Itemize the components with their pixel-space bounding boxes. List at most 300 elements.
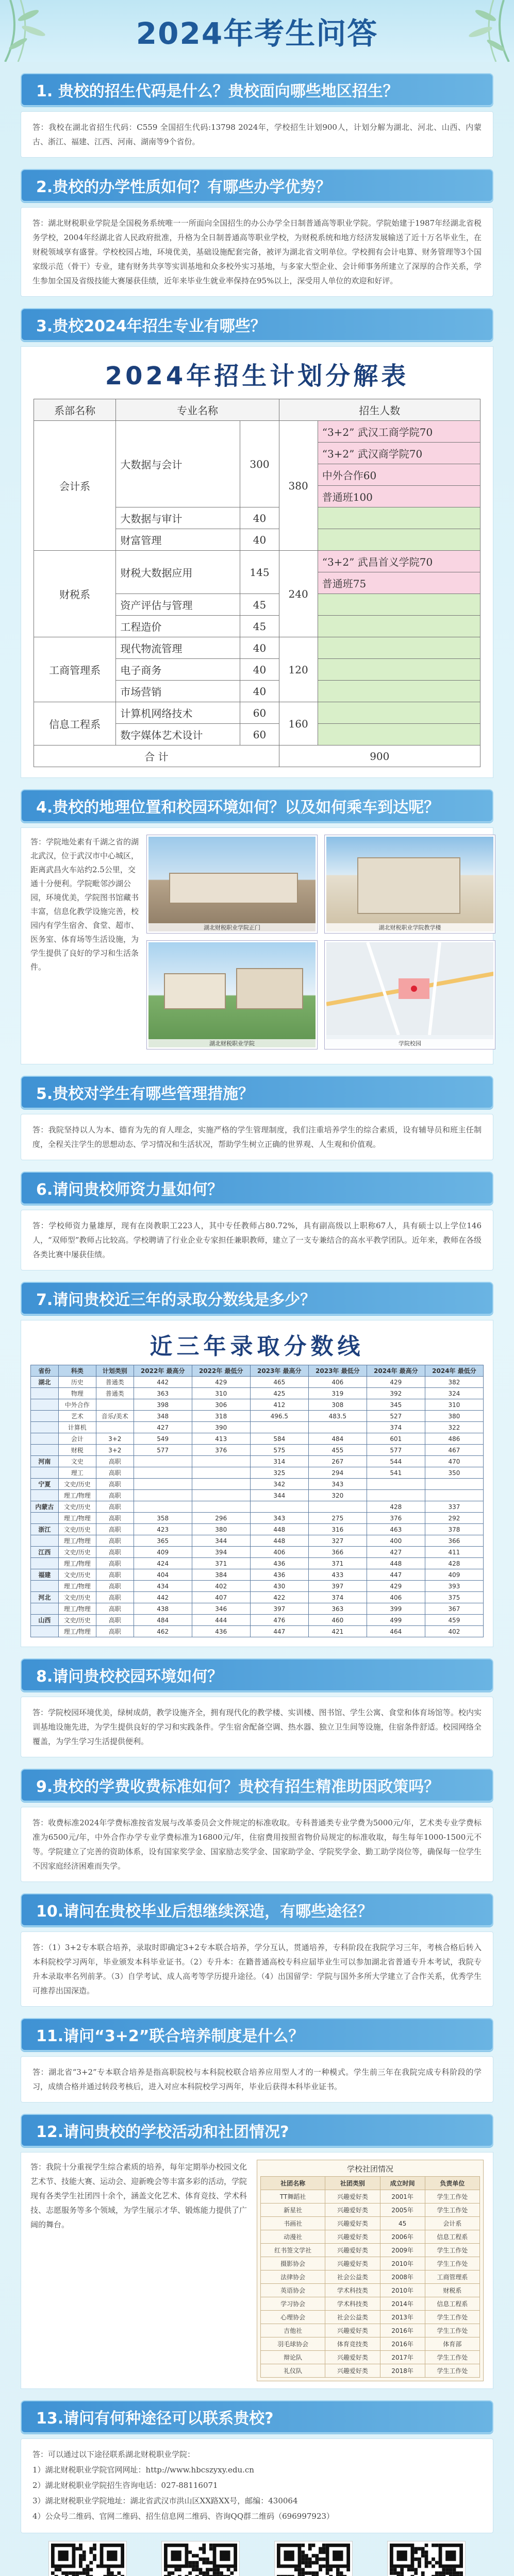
table-cell: 402 [425,1626,483,1637]
table-cell: 普通类 [96,1377,134,1388]
plan-item-cell [318,681,480,702]
table-cell: 366 [425,1535,483,1547]
table-cell: 319 [308,1388,367,1399]
table-cell: 高职 [96,1547,134,1558]
photo-caption: 湖北财税职业学院正门 [148,923,316,931]
major-cell: 现代物流管理 [116,637,240,659]
table-cell: 424 [134,1558,192,1569]
table-cell: 306 [192,1399,250,1411]
table-header-cell: 社团名称 [261,2177,325,2190]
table-row [31,1445,484,1456]
contact-line: 3）湖北财税职业学院地址：湖北省武汉市洪山区XX路XX号，邮编：430064 [32,2496,298,2505]
qq-group-qr-code-icon[interactable] [388,2541,465,2576]
plan-item-cell: “3+2” 武汉商学院70 [318,443,480,464]
plan-item-cell [318,507,480,529]
table-cell [96,1422,134,1433]
table-cell: 礼仪队 [261,2364,325,2378]
table-cell: 2010年 [380,2284,425,2297]
table-cell: 348 [134,1411,192,1422]
table-cell: 429 [192,1377,250,1388]
major-cell: 大数据与审计 [116,507,240,529]
table-cell: 3+2 [96,1445,134,1456]
major-count-cell: 60 [240,702,279,724]
qr-pattern-icon [277,2544,350,2576]
province-cell [31,1388,59,1399]
table-header-row [31,1365,484,1377]
table-cell: 高职 [96,1467,134,1479]
question-1-heading: 1. 贵校的招生代码是什么？贵校面向哪些地区招生？ [21,73,493,106]
enrollment-plan-panel [21,346,493,778]
table-cell: 信息工程系 [425,2297,479,2311]
table-row [31,1603,484,1615]
table-cell: 392 [367,1388,425,1399]
table-cell: 324 [425,1388,483,1399]
table-total-row [34,745,480,767]
plan-item-cell [318,616,480,637]
major-count-cell: 40 [240,529,279,551]
table-cell: 378 [425,1524,483,1535]
table-cell [425,1479,483,1490]
table-cell: 会计 [58,1433,96,1445]
question-1-answer: 答：我校在湖北省招生代码：C559 全国招生代码:13798 2024年，学校招生计划900人，计划分解为湖北、河北、山西、内蒙古、浙江、福建、江西、河南、湖南等9个省份。 [21,111,493,158]
table-cell: 高职 [96,1592,134,1603]
table-cell: 理工/物理 [58,1558,96,1569]
admissions-qr-code-icon[interactable] [275,2541,352,2576]
table-cell: 动漫社 [261,2230,325,2244]
table-cell: 辩论队 [261,2351,325,2364]
table-cell: 438 [134,1603,192,1615]
photo-caption: 学院校园 [326,1039,493,1047]
table-cell: 380 [192,1524,250,1535]
table-row [31,1592,484,1603]
question-5-section [21,1076,493,1160]
table-cell: 学术科技类 [325,2297,380,2311]
table-cell: 428 [425,1558,483,1569]
table-cell: 中外合作 [58,1399,96,1411]
table-cell: 316 [308,1524,367,1535]
qr-pattern-icon [390,2544,463,2576]
table-cell: 羽毛球协会 [261,2337,325,2351]
table-cell [250,1501,308,1513]
contact-line: 1）湖北财税职业学院官网网址：http://www.hbcszyxy.edu.cn [32,2465,254,2475]
table-cell: 2008年 [380,2270,425,2284]
table-cell: 318 [192,1411,250,1422]
table-cell: 2017年 [380,2351,425,2364]
table-cell: 高职 [96,1603,134,1615]
province-cell [31,1445,59,1456]
map-illustration-icon [326,942,495,1035]
table-cell: 兴趣爱好类 [325,2204,380,2217]
table-cell: 高职 [96,1569,134,1581]
table-row [261,2204,480,2217]
province-cell [31,1626,59,1637]
table-cell: 376 [367,1513,425,1524]
qr-item [46,2541,129,2576]
table-cell: 409 [134,1547,192,1558]
question-5-answer: 答：我院坚持以人为本、德育为先的育人理念，实施严格的学生管理制度，我们注重培养学生的综合素质，设有辅导员和班主任制度，全程关注学生的思想动态、学习情况和生活状况，帮助学生树立正确的世界观、人生观和价值观。 [21,1114,493,1160]
table-cell: 体育竞技类 [325,2337,380,2351]
table-row [31,1433,484,1445]
table-cell: 399 [367,1603,425,1615]
table-cell: 434 [134,1581,192,1592]
table-cell: 会计系 [425,2217,479,2230]
question-12-section [21,2114,493,2389]
table-cell: 346 [192,1603,250,1615]
question-9-section [21,1769,493,1882]
table-cell [192,1479,250,1490]
table-cell: 320 [308,1490,367,1501]
total-value-cell: 900 [279,745,480,767]
province-cell: 湖北 [31,1377,59,1388]
table-row [31,1501,484,1513]
table-cell: 英语协会 [261,2284,325,2297]
table-cell: 学习协会 [261,2297,325,2311]
photo-caption: 湖北财税职业学院教学楼 [326,923,493,931]
table-cell: 400 [367,1535,425,1547]
table-cell: 高职 [96,1456,134,1467]
table-cell: 358 [134,1513,192,1524]
table-cell: 292 [425,1513,483,1524]
table-row [31,1615,484,1626]
table-cell: 411 [425,1547,483,1558]
table-header-cell: 招生人数 [279,399,480,421]
table-cell: 393 [425,1581,483,1592]
table-row [261,2297,480,2311]
plan-item-cell: “3+2” 武汉工商学院70 [318,421,480,443]
contact-line: 答：可以通过以下途径联系湖北财税职业学院： [32,2450,195,2459]
table-cell: 理工 [58,1467,96,1479]
table-cell: 高职 [96,1626,134,1637]
table-cell: 学生工作处 [425,2324,479,2337]
table-row [31,1569,484,1581]
table-cell: 447 [367,1569,425,1581]
question-8-section [21,1658,493,1757]
province-cell [31,1422,59,1433]
table-cell: 541 [367,1467,425,1479]
table-cell: 429 [367,1377,425,1388]
table-cell: 343 [250,1513,308,1524]
table-cell: 体育部 [425,2337,479,2351]
province-cell [31,1535,59,1547]
question-3-section [21,308,493,778]
question-7-heading: 7.请问贵校近三年的录取分数线是多少？ [21,1282,493,1315]
table-row [31,1399,484,1411]
major-count-cell: 40 [240,659,279,681]
table-cell: 527 [367,1411,425,1422]
dept-total-cell: 120 [279,637,318,702]
table-header-cell: 负责单位 [425,2177,479,2190]
table-row [31,1535,484,1547]
table-cell: 理工/物理 [58,1603,96,1615]
province-cell: 河南 [31,1456,59,1467]
province-cell: 山西 [31,1615,59,1626]
table-cell: 455 [308,1445,367,1456]
table-cell: 423 [134,1524,192,1535]
location-panel [21,827,493,1064]
table-cell: 艺术 [58,1411,96,1422]
province-cell: 宁夏 [31,1479,59,1490]
table-row [31,1547,484,1558]
table-cell [367,1490,425,1501]
table-cell: 421 [308,1626,367,1637]
table-cell: 412 [250,1399,308,1411]
table-cell: 422 [250,1592,308,1603]
dept-cell: 财税系 [34,551,116,637]
table-header-cell: 科类 [58,1365,96,1377]
table-cell: 429 [367,1581,425,1592]
table-cell: 363 [134,1388,192,1399]
clubs-table [260,2176,480,2378]
question-10-answer: 答：（1）3+2专本联合培养，录取时即确定3+2专本联合培养，学分互认，贯通培养，专科阶段在我院学习三年，考核合格后转入本科院校学习两年，毕业颁发本科毕业证书。（2）专升本：在籍普通高校专科应届毕业生可以参加湖北省普通专升本考试，我院专升本录取率名列前茅。（3）自学考试、成人高考等学历提升途径。（4）出国留学：学院与国外多所大学建立了合作关系，优秀学生可推荐出国深造。 [21,1931,493,2007]
qr-pattern-icon [164,2544,237,2576]
table-cell: 496.5 [250,1411,308,1422]
table-cell: 375 [425,1592,483,1603]
table-header-cell: 计划类别 [96,1365,134,1377]
question-9-heading: 9.贵校的学费收费标准如何？贵校有招生精准助困政策吗？ [21,1769,493,1802]
province-cell: 江西 [31,1547,59,1558]
table-row [34,702,480,724]
table-row [31,1422,484,1433]
qr-item [272,2541,355,2576]
table-row [261,2351,480,2364]
province-cell [31,1513,59,1524]
table-cell: 404 [134,1569,192,1581]
table-cell [96,1399,134,1411]
province-cell [31,1581,59,1592]
table-cell: 314 [250,1456,308,1467]
table-cell: 406 [308,1377,367,1388]
table-cell [192,1490,250,1501]
table-cell: 577 [367,1445,425,1456]
table-cell: 436 [250,1558,308,1569]
question-11-answer: 答：湖北省“3+2”专本联合培养是指高职院校与本科院校联合培养应用型人才的一种模式。学生前三年在我院完成专科阶段的学习，成绩合格并通过转段考核后，进入对应本科院校学习两年，毕业后获得本科毕业证书。 [21,2056,493,2103]
plan-item-cell [318,702,480,724]
plan-item-cell: 中外合作60 [318,464,480,486]
table-cell: 425 [250,1388,308,1399]
table-cell: 448 [250,1535,308,1547]
contact-line: 2）湖北财税职业学院招生咨询电话：027-88116071 [32,2481,218,2490]
table-cell: 433 [308,1569,367,1581]
table-cell: 308 [308,1399,367,1411]
major-cell: 电子商务 [116,659,240,681]
enrollment-plan-table [34,399,480,767]
table-cell: 577 [134,1445,192,1456]
table-cell: 社会公益类 [325,2270,380,2284]
major-count-cell: 60 [240,724,279,745]
table-header-cell: 2022年 最低分 [192,1365,250,1377]
bamboo-decoration-right-icon [442,0,514,62]
table-cell: 310 [425,1399,483,1411]
table-cell: 兴趣爱好类 [325,2230,380,2244]
table-cell: 483.5 [308,1411,367,1422]
major-count-cell: 300 [240,421,279,507]
table-cell: 历史 [58,1377,96,1388]
table-cell: 理工/物理 [58,1513,96,1524]
major-cell: 工程造价 [116,616,240,637]
wechat-qr-code-icon[interactable] [49,2541,126,2576]
table-cell: 2005年 [380,2204,425,2217]
table-cell: 心理协会 [261,2311,325,2324]
table-cell: 3+2 [96,1433,134,1445]
table-cell: 397 [250,1603,308,1615]
table-cell: TT舞蹈社 [261,2190,325,2204]
table-cell: 448 [250,1524,308,1535]
province-cell: 浙江 [31,1524,59,1535]
major-count-cell: 40 [240,507,279,529]
table-cell: 45 [380,2217,425,2230]
question-13-section [21,2400,493,2576]
plan-item-cell: 普通班100 [318,486,480,507]
table-cell: 430 [250,1581,308,1592]
province-cell: 河北 [31,1592,59,1603]
table-cell: 499 [367,1615,425,1626]
table-row [31,1524,484,1535]
clubs-table-title: 学校社团情况 [346,2164,393,2174]
table-row [31,1490,484,1501]
table-cell: 371 [192,1558,250,1569]
table-row [261,2364,480,2378]
question-9-answer: 答：收费标准2024年学费标准按省发展与改革委员会文件规定的标准收取。专科普通类专业学费为5000元/年，艺术类专业学费标准为6500元/年，中外合作办学专业学费标准为16800元/年，住宿费用按照省物价局规定的标准收取，每生每年1000-1500元不等。学院建立了完善的资助体系，设有国家奖学金、国家励志奖学金、国家助学金、学院奖学金、勤工助学岗位等，确保每一位学生不因家庭经济困难而失学。 [21,1807,493,1882]
table-cell [308,1501,367,1513]
province-cell: 福建 [31,1569,59,1581]
table-cell: 448 [367,1558,425,1569]
website-qr-code-icon[interactable] [162,2541,239,2576]
table-row [261,2217,480,2230]
plan-item-cell [318,724,480,745]
table-cell: 2016年 [380,2324,425,2337]
table-row [31,1558,484,1569]
table-cell: 350 [425,1467,483,1479]
table-row [31,1581,484,1592]
table-cell: 学生工作处 [425,2364,479,2378]
table-cell: 文史 [58,1456,96,1467]
table-cell: 601 [367,1433,425,1445]
question-13-heading: 13.请问有何种途径可以联系贵校? [21,2400,493,2433]
question-7-section [21,1282,493,1647]
table-cell: 327 [308,1535,367,1547]
table-header-cell: 成立时间 [380,2177,425,2190]
plan-item-cell [318,659,480,681]
major-cell: 大数据与会计 [116,421,240,507]
table-header-cell: 2022年 最高分 [134,1365,192,1377]
table-cell: 442 [134,1592,192,1603]
table-cell: 344 [192,1535,250,1547]
table-cell: 文史/历史 [58,1524,96,1535]
table-cell: 高职 [96,1501,134,1513]
table-row [31,1388,484,1399]
question-6-heading: 6.请问贵校师资力量如何？ [21,1172,493,1205]
table-cell: 文史/历史 [58,1615,96,1626]
table-cell: 兴趣爱好类 [325,2190,380,2204]
table-cell [192,1456,250,1467]
table-cell: 新星社 [261,2204,325,2217]
table-cell: 工商管理系 [425,2270,479,2284]
table-row [31,1626,484,1637]
table-row [261,2337,480,2351]
table-cell: 社会公益类 [325,2311,380,2324]
table-header-cell: 2023年 最高分 [250,1365,308,1377]
question-11-section [21,2018,493,2103]
table-cell: 310 [192,1388,250,1399]
question-8-heading: 8.请问贵校校园环境如何？ [21,1658,493,1691]
table-cell: 402 [192,1581,250,1592]
table-header-cell: 社团类别 [325,2177,380,2190]
table-cell: 460 [308,1615,367,1626]
table-cell: 学生工作处 [425,2244,479,2257]
plan-item-cell: “3+2” 武昌首义学院70 [318,551,480,572]
table-cell: 高职 [96,1490,134,1501]
table-cell: 兴趣爱好类 [325,2217,380,2230]
table-cell: 理工/物理 [58,1581,96,1592]
table-cell: 文史/历史 [58,1501,96,1513]
table-cell: 书画社 [261,2217,325,2230]
table-row [31,1467,484,1479]
question-4-answer: 答：学院地处素有千湖之省的湖北武汉，位于武汉市中心城区，距离武昌火车站约2.5公里，交通十分便利。学院毗邻沙湖公园，环境优美，学院图书馆藏书丰富，信息化教学设施完善，校园内有学生宿舍、食堂、超市、医务室、体育场等生活设施，为学生提供了良好的学习和生活条件。 [30,837,139,972]
table-cell: 374 [308,1592,367,1603]
campus-aerial-photo [147,941,317,1049]
table-row [31,1513,484,1524]
table-cell: 财税系 [425,2284,479,2297]
table-row [261,2311,480,2324]
table-cell: 584 [250,1433,308,1445]
major-cell: 计算机网络技术 [116,702,240,724]
table-cell: 理工/物理 [58,1535,96,1547]
table-cell: 462 [134,1626,192,1637]
table-cell: 398 [134,1399,192,1411]
question-6-answer: 答：学校师资力量雄厚，现有在岗教职工223人，其中专任教师占80.72%，具有副高级以上职称67人，具有硕士以上学位146人，“双师型”教师占比较高。学校聘请了行业企业专家担任兼职教师，建立了一支专兼结合的高水平教学团队。近年来，教师在各级各类比赛中屡获佳绩。 [21,1210,493,1270]
question-12-heading: 12.请问贵校的学校活动和社团情况? [21,2114,493,2147]
dept-cell: 工商管理系 [34,637,116,702]
score-table [30,1365,484,1637]
table-cell: 436 [192,1626,250,1637]
contact-line: 4）公众号二维码、官网二维码、招生信息网二维码、咨询QQ群二维码（696997923） [32,2512,335,2521]
major-cell: 数字媒体艺术设计 [116,724,240,745]
major-cell: 财富管理 [116,529,240,551]
table-cell [192,1501,250,1513]
major-cell: 资产评估与管理 [116,594,240,616]
province-cell [31,1558,59,1569]
table-cell: 428 [367,1501,425,1513]
total-label-cell: 合 计 [34,745,279,767]
question-2-answer: 答：湖北财税职业学院是全国税务系统唯一一所面向全国招生的办公办学全日制普通高等职业学院。学院始建于1987年经湖北省税务学校，2004年经湖北省人民政府批准，升格为全日制普通高等职业学校，为财税系统和地方经济发展输送了近十万名毕业生，在财税领域享有盛誉。学校校园占地，环境优美，基础设施配套完备，被评为湖北省文明单位。学校拥有会计电算、财务管理等3个国家级示范（骨干）专业，建有财务共享等实训基地和众多校外实习基地，与多家大型企业、会计师事务所建立了深厚的合作关系，学生参加全国及省级技能大赛屡获佳绩，近年来毕业生就业率保持在95%以上，深受用人单位的欢迎和好评。 [21,207,493,297]
table-cell: 学术科技类 [325,2284,380,2297]
table-cell: 2009年 [380,2244,425,2257]
table-row [31,1411,484,1422]
campus-map-image [325,941,495,1049]
teaching-building-photo [325,835,495,933]
table-row [31,1479,484,1490]
table-cell: 275 [308,1513,367,1524]
province-cell [31,1603,59,1615]
table-cell: 学生工作处 [425,2190,479,2204]
table-cell: 高职 [96,1535,134,1547]
question-10-section [21,1893,493,2007]
table-cell: 486 [425,1433,483,1445]
table-cell: 学生工作处 [425,2257,479,2270]
question-11-heading: 11.请问“3+2”联合培养制度是什么？ [21,2018,493,2051]
table-cell: 325 [250,1467,308,1479]
table-header-row [34,399,480,421]
question-4-section [21,789,493,1064]
province-cell: 内蒙古 [31,1501,59,1513]
campus-gate-photo [147,835,317,933]
table-cell: 学生工作处 [425,2351,479,2364]
table-header-cell: 2023年 最低分 [308,1365,367,1377]
table-cell [134,1467,192,1479]
table-cell: 447 [250,1626,308,1637]
question-2-heading: 2.贵校的办学性质如何？有哪些办学优势？ [21,169,493,202]
table-row [34,551,480,572]
